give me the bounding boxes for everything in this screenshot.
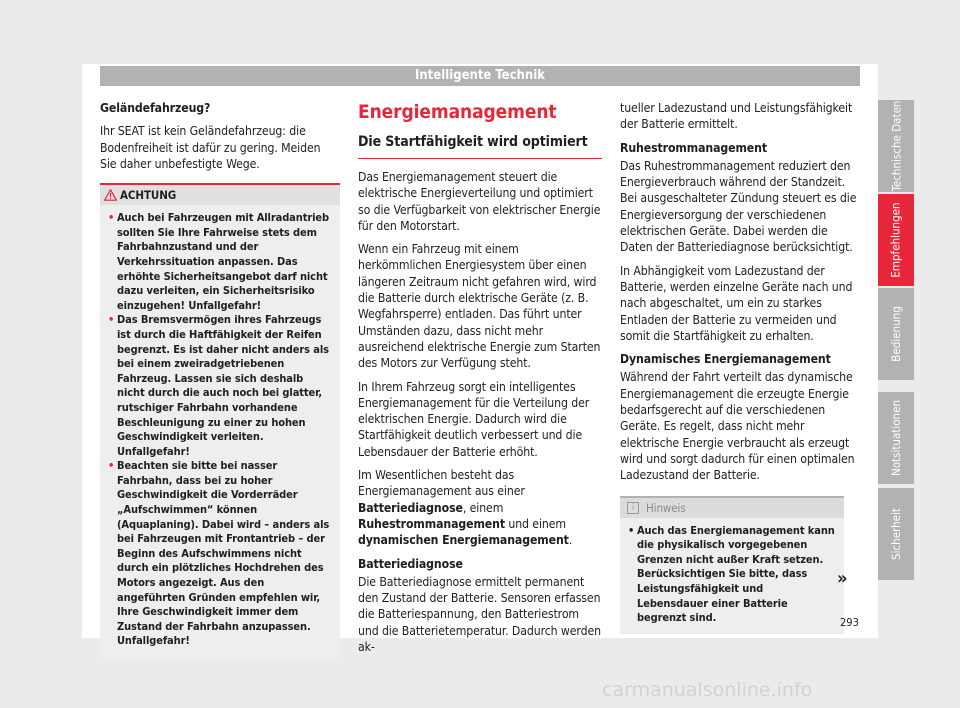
- hint-body: [620, 518, 844, 634]
- bullet-icon: •: [108, 313, 115, 327]
- hint-header: [620, 498, 844, 518]
- warning-box: [100, 183, 340, 659]
- energy-paragraph: Das Energiemanagement steuert die elektrische Energieverteilung und optimiert so die Verfügbarkeit von elektrischer Energie für den Motorstart.: [358, 170, 601, 233]
- bullet-icon: •: [108, 459, 115, 473]
- info-icon: i: [627, 502, 639, 514]
- tab-empfehlungen[interactable]: Empfehlungen: [878, 194, 914, 286]
- hint-label: Hinweis: [646, 500, 686, 515]
- hint-item: • Auch das Energiemanagement kann die physikalisch vorgegebenen Grenzen nicht außer Kraft setzen. Berücksichtigen Sie bitte, dass Leistungsfähigkeit und Lebensdauer einer Batterie begrenzt sind.: [628, 523, 835, 625]
- continue-arrow-icon: »: [837, 568, 848, 589]
- page-number: 293: [840, 616, 859, 629]
- dynamic-text: Während der Fahrt verteilt das dynamische Energiemanagement die erzeugte Energie bedarfsgerecht auf die verschiedenen Geräte. Es regelt, dass nicht mehr elektrische Energie verbraucht als erzeugt wird und sorgt dadurch für einen optimalen Ladezustand der Batterie.: [620, 370, 855, 483]
- warning-label: ACHTUNG: [120, 188, 177, 203]
- bullet-icon: •: [628, 523, 635, 537]
- energy-heading: Energiemanagement: [358, 101, 557, 123]
- energy-paragraph: Im Wesentlichen besteht das Energiemanagement aus einer Batteriediagnose, einem Ruhestrommanagement und einem dynamischen Energiemanagement.: [358, 468, 573, 548]
- battery-diag-text: Die Batteriediagnose ermittelt permanent den Zustand der Batterie. Sensoren erfassen die Batteriespannung, den Batteriestrom und die Batterietemperatur. Dadurch werden ak-: [358, 574, 601, 655]
- energy-subheading: Die Startfähigkeit wird optimiert: [358, 132, 602, 159]
- tab-sicherheit[interactable]: Sicherheit: [878, 488, 914, 580]
- warning-body: [100, 205, 340, 659]
- bullet-icon: •: [108, 211, 115, 225]
- energy-paragraph: In Ihrem Fahrzeug sorgt ein intelligentes Energiemanagement für die Verteilung der elektrischen Energie. Dadurch wird die Startfähigkeit deutlich verbessert und die Lebensdauer der Batterie erhöht.: [358, 379, 590, 459]
- energy-paragraph: Wenn ein Fahrzeug mit einem herkömmlichen Energiesystem über einen längeren Zeitraum nicht gefahren wird, wird die Batterie durch elektrische Geräte (z. B. Wegfahrsperre) entladen. Das führt unter Umständen dazu, dass nicht mehr ausreichend elektrische Energie zum Starten des Motors zur Verfügung steht.: [358, 242, 601, 371]
- ruhestrom-text: Das Ruhestrommanagement reduziert den Energieverbrauch während der Standzeit. Bei ausgeschalteter Zündung steuert es die Energieversorgung der verschiedenen elektrischen Geräte. Dabei werden die Daten der Batteriediagnose berücksichtigt.: [620, 158, 857, 255]
- hint-box: [620, 496, 844, 634]
- tab-notsituationen[interactable]: Notsituationen: [878, 392, 914, 484]
- dynamic-heading: Dynamisches Energiemanagement: [620, 352, 831, 367]
- ruhestrom-heading: Ruhestrommanagement: [620, 140, 767, 155]
- offroad-text: Ihr SEAT ist kein Geländefahrzeug: die Bodenfreiheit ist dafür zu gering. Meiden Sie daher unbefestigte Wege.: [100, 124, 321, 171]
- watermark: carmanualsonline.info: [602, 679, 813, 701]
- warning-item: • Beachten sie bitte bei nasser Fahrbahn, dass bei zu hoher Geschwindigkeit die Vorderräder „Aufschwimmen“ können (Aquaplaning). Dabei wird – anders als bei Fahrzeugen mit Frontantrieb – der Beginn des Aufschwimmens nicht durch ein plötzliches Hochdrehen des Motors angezeigt. Aus den angeführten Gründen empfehlen wir, Ihre Geschwindigkeit immer dem Zustand der Fahrbahn anzupassen. Unfallgefahr!: [108, 459, 330, 648]
- diag-continued-text: tueller Ladezustand und Leistungsfähigkeit der Batterie ermittelt.: [620, 101, 853, 132]
- offroad-heading: Geländefahrzeug?: [100, 101, 211, 115]
- ruhestrom-text-2: In Abhängigkeit vom Ladezustand der Batterie, werden einzelne Geräte nach und nach abgeschaltet, um ein zu starkes Entladen der Batterie zu vermeiden und somit die Startfähigkeit zu erhalten.: [620, 263, 853, 343]
- column-left: [100, 100, 340, 659]
- tab-technische-daten[interactable]: Technische Daten: [878, 100, 914, 192]
- battery-diag-heading: Batteriediagnose: [358, 556, 463, 571]
- section-header: Intelligente Technik: [100, 66, 860, 86]
- tab-bedienung[interactable]: Bedienung: [878, 288, 914, 380]
- column-right: [620, 100, 860, 634]
- warning-item: • Auch bei Fahrzeugen mit Allradantrieb sollten Sie Ihre Fahrweise stets dem Fahrbahnzustand und der Verkehrssituation anpassen. Das erhöhte Sicherheitsangebot darf nicht dazu verleiten, ein Sicherheitsrisiko einzugehen! Unfallgefahr!: [108, 211, 330, 312]
- warning-header: [100, 185, 340, 205]
- warning-triangle-icon: [104, 189, 117, 201]
- column-middle: [358, 100, 602, 662]
- warning-item: • Das Bremsvermögen ihres Fahrzeugs ist durch die Haftfähigkeit der Reifen begrenzt. Es ist daher nicht anders als bei einem zweiradgetriebenen Fahrzeug. Lassen sie sich deshalb nicht durch die auch noch bei glatter, rutschiger Fahrbahn vorhandene Beschleunigung zu einer zu hohen Geschwindigkeit verleiten. Unfallgefahr!: [108, 313, 329, 458]
